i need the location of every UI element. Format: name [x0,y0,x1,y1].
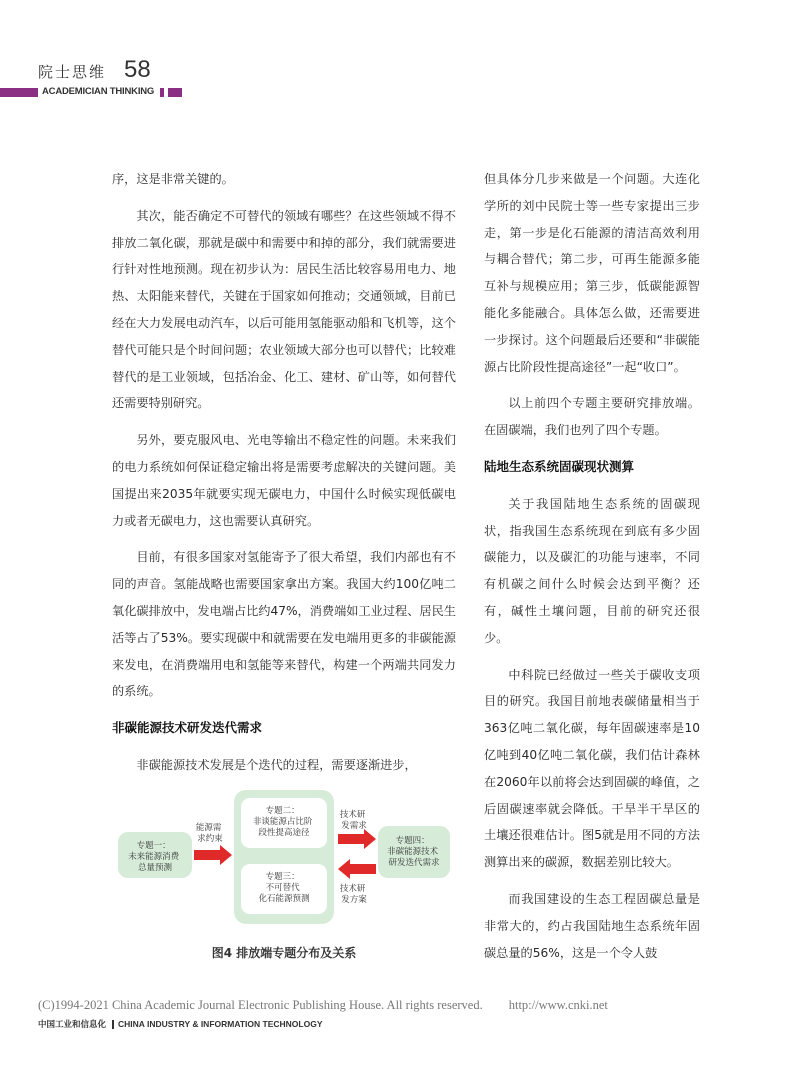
topic1-line: 未来能源消费 [128,852,180,862]
section-heading: 非碳能源技术研发迭代需求 [112,720,263,736]
paragraph: 以上前四个专题主要研究排放端。在固碳端，我们也列了四个专题。 [484,396,700,438]
footer-url[interactable]: http://www.cnki.net [508,998,608,1012]
paragraph: 关于我国陆地生态系统的固碳现状，指我国生态系统现在到底有多少固碳能力，以及碳汇的功能与速率，不同有机碳之间什么时候会达到平衡？还有，碱性土壤问题，目前的研究还很少。 [484,496,700,645]
topic1-line: 专题一： [136,841,171,851]
page-number: 58 [124,56,151,83]
figure-caption: 图4 排放端专题分布及关系 [211,946,357,960]
arrow1-label: 求约束 [197,834,223,844]
paragraph: 另外，要克服风电、光电等输出不稳定性的问题。未来我们的电力系统如何保证稳定输出将是需要考虑解决的关键问题。美国提出来2035年就要实现无碳电力，中国什么时候实现低碳电力或者无碳电力，这也需要认真研究。 [112,433,456,528]
arrow3-label: 技术研 [339,884,366,894]
arrow1-label: 能源需 [195,823,222,833]
topic4-line: 研发迭代需求 [388,858,440,868]
paragraph: 但具体分几步来做是一个问题。大连化学所的刘中民院士等一些专家提出三步走，第一步是化石能源的清洁高效利用与耦合替代；第二步，可再生能源多能互补与规模应用；第三步，低碳能源智能化多能融合。具体怎么做，还需要进一步探讨。这个问题最后还要和“非碳能源占比阶段性提高途径”一起“收口”。 [484,172,700,374]
header-accent-bar [0,88,38,97]
topic3-line: 专题三： [265,872,300,882]
right-column [484,166,700,966]
arrow2-label: 发需求 [341,821,367,831]
copyright-notice [38,998,738,1013]
header-divider [160,88,164,97]
arrow-right-1 [194,845,232,865]
topic2-line: 专题二： [265,806,300,816]
section-heading: 陆地生态系统固碳现状测算 [484,458,635,474]
copyright-text: (C)1994-2021 China Academic Journal Electronic Publishing House. All rights reserved. [38,998,483,1012]
paragraph: 目前，有很多国家对氢能寄予了很大希望，我们内部也有不同的声音。氢能战略也需要国家拿出方案。我国大约100亿吨二氧化碳排放中，发电端占比约47%，消费端如工业过程、居民生活等占了53%。要实现碳中和就需要在发电端用更多的非碳能源来发电，在消费端用电和氢能等来替代，构建一个两端共同发力的系统。 [112,550,456,699]
section-subtitle: ACADEMICIAN THINKING [42,86,155,97]
topic1-line: 总量预测 [137,863,173,873]
section-title: 院士思维 [38,63,107,81]
arrow3-label: 发方案 [341,895,367,905]
topic2-line: 段性提高途径 [258,828,310,838]
topic4-line: 专题四： [395,836,430,846]
paragraph: 非碳能源技术发展是个迭代的过程，需要逐渐进步， [136,757,417,772]
arrow2-label: 技术研 [339,810,366,820]
journal-name-cn: 中国工业和信息化 [38,1019,107,1029]
header-accent-end [168,88,182,97]
svg-text:能源需 求约束 [196,822,224,844]
arrow-left-3 [338,859,376,879]
svg-text:专题三： 不可替代 化石能源预测 [258,871,310,904]
paragraph: 其次，能否确定不可替代的领域有哪些？在这些领域不得不排放二氧化碳，那就是碳中和需要中和掉的部分，我们就需要进行针对性地预测。现在初步认为：居民生活比较容易用电力、地热、太阳能来替代，关键在于国家如何推动；交通领域，目前已经在大力发展电动汽车，以后可能用氢能驱动船和飞机等，这个替代可能只是个时间问题；农业领域大部分也可以替代；比较难替代的是工业领域，包括冶金、化工、建材、矿山等，如何替代还需要特别研究。 [112,208,456,411]
paragraph: 序，这是非常关键的。 [112,172,234,186]
topic2-line: 非谈能源占比阶 [252,817,313,827]
left-column [112,166,456,779]
topic4-line: 非碳能源技术 [387,847,439,857]
svg-text:技术研 发方案 [340,883,368,905]
journal-name-en: CHINA INDUSTRY & INFORMATION TECHNOLOGY [118,1019,323,1029]
footer-divider [112,1020,114,1029]
arrow-right-2 [338,829,376,849]
journal-footer [38,1018,323,1030]
topic3-line: 化石能源预测 [258,894,310,904]
svg-text:技术研 发需求 [340,809,368,831]
paragraph: 中科院已经做过一些关于碳收支项目的研究。我国目前地表碳储量相当于363亿吨二氧化碳，每年固碳速率是10亿吨到40亿吨二氧化碳，我们估计森林在2060年以前将会达到固碳的峰值，之后固碳速率就会降低。干旱半干旱区的土壤还很难估计。图5就是用不同的方法测算出来的碳源，数据差别比较大。 [484,667,700,870]
topic3-line: 不可替代 [265,883,300,893]
paragraph: 而我国建设的生态工程固碳总量是非常大的，约占我国陆地生态系统年固碳总量的56%，这是一个令人鼓 [484,891,700,960]
figure-diagram [117,788,451,926]
